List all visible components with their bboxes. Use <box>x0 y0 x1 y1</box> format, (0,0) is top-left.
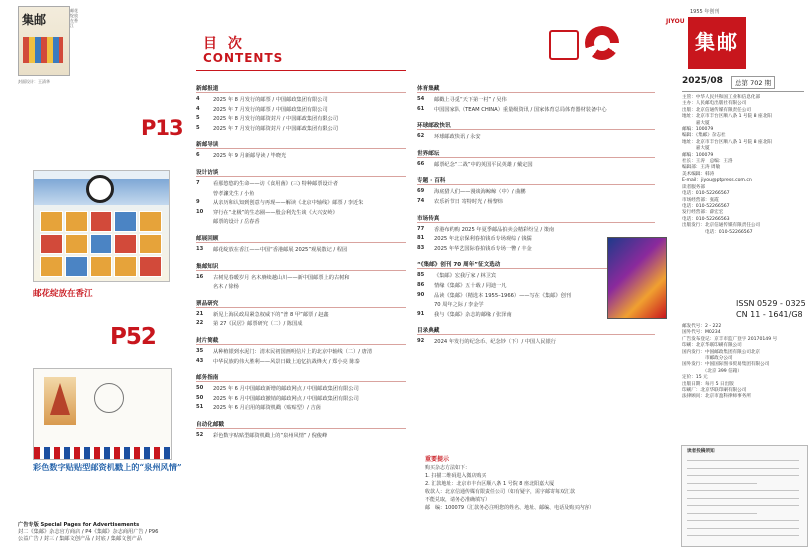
toc-entry[interactable] <box>417 292 571 299</box>
issn: ISSN 0529 - 0325 <box>736 299 806 308</box>
distribution-info-line: 国内发行：中国邮政集团有限公司北京 <box>682 349 761 355</box>
toc-entry-title: 海底猎人们——漫谈海鲸鲸（中）/ 曲鹏 <box>434 189 526 196</box>
publisher-info-line: 发行经营部：薛宏宏 <box>682 210 724 216</box>
toc-entry-title: 情缘《集邮》五十载 / 同迪一凡 <box>434 283 507 289</box>
toc-entry-title: 彩色数字贴贴型邮资机戳上的“泉州风情” / 倪俊峰 <box>213 433 328 439</box>
toc-section-heading: 新邮导读 <box>196 142 219 149</box>
toc-entry-title: 从种植银到水泥门：清末民初国画明信片上的北京中轴线（二）/ 唐清 <box>213 349 373 355</box>
toc-entry[interactable] <box>196 199 363 206</box>
publisher-info-line: 美术编辑：韩涛 <box>682 171 715 177</box>
toc-entry-title: 香港布约购 2025 年夏季邮品拍卖会精彩纷呈 / 策南 <box>434 226 555 233</box>
distribution-info-line: （北京 399 信箱） <box>682 368 742 374</box>
panda-illustration <box>86 175 114 203</box>
distribution-info-line: 广告发布登记：京丰市监广登字 20170149 号 <box>682 336 778 342</box>
toc-entry[interactable] <box>196 218 260 225</box>
order-line: 不能兑取，请务必准确填写） <box>425 497 491 503</box>
notes-text-line <box>687 535 799 536</box>
ads-section <box>18 522 183 543</box>
toc-entry[interactable] <box>196 358 360 365</box>
notes-text-line <box>687 528 799 529</box>
toc-entry[interactable] <box>196 311 329 318</box>
toc-entry-title: 2025 年 9 月新邮导读 / 毕晓光 <box>213 153 287 160</box>
toc-section-heading: 新邮报道 <box>196 86 219 92</box>
section-rule <box>196 176 406 177</box>
distribution-info-line: 国外发行：中国国际图书贸易集团有限公司 <box>682 362 770 368</box>
toc-entry-title: 2025 年 8 月发行的邮票 / 中国邮政集团有限公司 <box>213 97 328 103</box>
toc-entry[interactable] <box>417 245 532 252</box>
stamp-sheet-image <box>33 170 170 282</box>
section-rule <box>196 428 406 429</box>
image-caption-2: 彩色数字贴贴型邮资机戳上的“泉州风情” <box>33 462 182 472</box>
toc-section-heading: 设计访谈 <box>196 170 219 176</box>
order-line: 购买杂志方法如下： <box>425 465 471 471</box>
notes-text-line <box>687 505 799 506</box>
toc-title: 目 次 <box>203 36 245 52</box>
toc-entry-title: 品读《集邮》（精选本 1955–1966）——写在《集邮》创刊 <box>434 292 571 299</box>
toc-page-number <box>196 283 213 290</box>
toc-entry[interactable] <box>196 395 359 402</box>
section-rule <box>196 307 406 308</box>
toc-page-number: 50 <box>196 385 204 392</box>
publisher-info-line: 主办：人民邮电出版社有限公司 <box>682 101 747 107</box>
section-rule <box>196 344 406 345</box>
toc-entry-title: 邮票的设计 / 岳春香 <box>213 219 260 226</box>
order-heading: 重要提示 <box>425 456 450 463</box>
section-rule <box>417 334 655 335</box>
distribution-info-line: 出版日期：每月 5 日出版 <box>682 381 734 387</box>
toc-section-heading: 体育集藏 <box>417 86 440 92</box>
toc-entry[interactable] <box>196 180 338 187</box>
section-rule <box>417 184 655 185</box>
info-rule <box>682 91 804 92</box>
issue-number: 总第 702 期 <box>731 76 775 89</box>
toc-entry-title: 邮戳上寻觅“天下第一村” / 吴伟 <box>434 97 507 103</box>
notes-text-line <box>687 513 757 514</box>
toc-entry-title: 曾孝濂先生 / 小鱼 <box>213 190 255 197</box>
toc-entry-title: 邮花绽放在香江——中国“香港邮展 2025”观展散记 / 程园 <box>213 247 348 253</box>
toc-entry-title: 2025 年 8 月发行的邮资封片 / 中国邮政集团有限公司 <box>213 116 339 123</box>
toc-entry-title: 2025 年 7 月发行的邮票 / 中国邮政集团有限公司 <box>213 106 328 113</box>
toc-section-heading: 邮展回顾 <box>196 236 219 242</box>
toc-entry-title: 名木 / 徐杨 <box>213 284 239 291</box>
toc-entry-title: 2025 年北京保利春拍钱币专场观综 / 钱儒 <box>434 236 532 243</box>
toc-entry[interactable] <box>196 152 286 159</box>
toc-page-number: 62 <box>417 133 425 140</box>
stamp-grid <box>40 211 162 277</box>
toc-page-number: 6 <box>196 152 200 159</box>
toc-entry-title: 2025 年 6 月启用的邮资机戳（贴贴型）/ 吉茵 <box>213 405 321 412</box>
toc-entry[interactable] <box>196 106 328 113</box>
distribution-info <box>682 324 806 401</box>
section-rule <box>417 129 655 130</box>
publisher-info-line: 邮编：100079 <box>682 152 714 158</box>
distribution-info-line: 市邮政分公司 <box>682 356 733 362</box>
section-rule <box>417 222 655 223</box>
toc-entry[interactable] <box>196 246 347 253</box>
toc-section-heading: 自动化邮戳 <box>196 422 224 428</box>
toc-page-number: 7 <box>196 180 200 186</box>
distribution-info-line: 法律顾问：北京市盈科律师事务所 <box>682 394 751 400</box>
image-caption-1: 邮花绽放在香江 <box>33 289 93 299</box>
founded-label: 1955 年创刊 <box>690 9 720 15</box>
issue-date: 2025/08 <box>682 76 723 86</box>
notes-title: 读者投稿须知 <box>687 449 715 454</box>
publisher-info-line: 嘉大厦 <box>682 120 710 126</box>
section-rule <box>417 92 655 93</box>
toc-entry[interactable] <box>417 161 533 168</box>
toc-page-number <box>196 190 213 197</box>
toc-entry[interactable] <box>196 190 254 197</box>
toc-entry-title: 2025 年 6 月中国邮政新增的邮政网点 / 中国邮政集团有限公司 <box>213 386 359 393</box>
toc-section-heading: 专题 · 百科 <box>417 178 446 185</box>
toc-entry[interactable] <box>196 432 327 439</box>
distribution-info-line: 印刷厂：北京华联印刷有限公司 <box>682 388 747 394</box>
toc-entry[interactable] <box>196 283 239 290</box>
toc-page-number: 16 <box>196 273 204 280</box>
ads-line: 封二《集邮》杂志官方商店 / P4《集邮》杂志商用广告 / P96 <box>18 529 159 535</box>
publisher-info-line: 嘉大厦 <box>682 146 710 152</box>
toc-entry[interactable] <box>196 125 338 132</box>
publisher-info-line: 编辑：《集邮》杂志社 <box>682 133 726 139</box>
toc-page-number: 81 <box>417 235 425 242</box>
section-rule <box>196 92 406 93</box>
toc-page-number: 43 <box>196 357 204 364</box>
toc-page-number: 50 <box>196 394 204 401</box>
toc-page-number: 21 <box>196 310 204 317</box>
toc-entry-title: 看那悠悠的生命——访《食用菌》(三) 特种邮票设计者 <box>213 181 339 187</box>
order-line: 2. 汇款地址：北京市丰台区顺八条 1 号院 8 座北阳嘉大厦 <box>425 481 555 487</box>
reader-notes-box <box>681 445 808 547</box>
toc-entry-title: 邮票纪念“二战”中的英国平民英雄 / 戴定国 <box>434 161 533 168</box>
toc-page-number <box>417 301 434 308</box>
publisher-info-line: 电话：010-52266567 <box>682 191 730 197</box>
publisher-info-line: E-mail：jiyou@ptpress.com.cn <box>682 178 752 184</box>
toc-page-number: 10 <box>196 208 204 215</box>
airmail-stripe <box>34 447 171 459</box>
toc-section-heading: “《集邮》创刊 70 周年”征文选动 <box>417 262 501 269</box>
page-badge-p52[interactable]: P52 <box>110 324 156 350</box>
notes-text-line <box>687 490 799 491</box>
section-rule <box>196 270 406 271</box>
toc-section-heading: 市场传真 <box>417 215 440 222</box>
anniversary-logo <box>585 26 619 60</box>
toc-entry[interactable] <box>417 301 484 308</box>
toc-page-number: 86 <box>417 282 425 288</box>
toc-section-heading: 票品研究 <box>196 300 219 307</box>
toc-page-number: 77 <box>417 225 425 232</box>
toc-page-number: 92 <box>417 338 425 345</box>
toc-page-number: 69 <box>417 188 425 195</box>
toc-page-number: 9 <box>196 199 200 206</box>
toc-entry-title: 穿行在“北极”的生态圈——殷会利先生谈《大兴安岭》 <box>213 209 338 216</box>
toc-section-heading: 邮务指南 <box>196 375 219 382</box>
toc-entry-title: 70 周年之际 / 李金学 <box>434 302 484 309</box>
toc-section-heading: 封片简截 <box>196 338 219 344</box>
distribution-info-line: 定价：15 元 <box>682 375 708 381</box>
toc-entry[interactable] <box>417 133 481 140</box>
toc-entry-title: 我与《集邮》杂志的邮缘 / 张泽南 <box>434 311 512 318</box>
order-line: 1. 扫描二维码进入微店购买 <box>425 473 487 479</box>
distribution-info-line: 印刷：北京华联印刷有限公司 <box>682 343 742 349</box>
publisher-info-line: 电话：010-52266567 <box>682 203 730 209</box>
jiyou-vertical-label: JIYOU <box>666 18 685 25</box>
title-rule <box>196 70 406 71</box>
toc-section-heading: 目录典藏 <box>417 328 440 335</box>
toc-entry[interactable] <box>417 226 554 233</box>
masthead-logo: 集邮 <box>688 17 746 69</box>
toc-page-number: 5 <box>196 115 200 122</box>
toc-entry[interactable] <box>417 272 496 279</box>
notes-text-line <box>687 460 799 461</box>
section-rule <box>417 157 655 158</box>
section-rule <box>196 242 406 243</box>
publisher-info-line: 主管：中华人民共和国工业和信息化部 <box>682 95 761 100</box>
pagoda-illustration <box>50 383 70 415</box>
publisher-info-line: 电话：010-52266563 <box>682 216 730 222</box>
toc-entry-title: 古树见春暖岁月 名木赓续越山川——新中国邮票上的古树和 <box>213 274 350 281</box>
toc-entry-title: 环球邮政快讯 / 永安 <box>434 134 481 141</box>
toc-page-number: 4 <box>196 96 200 102</box>
thumbnail-side-text: 邮花绽放在香江 <box>70 8 78 28</box>
toc-page-number: 4 <box>196 105 200 112</box>
publisher-info-line: 读者服务部 <box>682 184 705 190</box>
toc-entry[interactable] <box>417 188 526 195</box>
publisher-info-line: 地址：北京市丰台区顺八条 1 号院 8 座北阳 <box>682 139 772 145</box>
toc-entry[interactable] <box>417 235 532 242</box>
toc-entry-title: 从亲历和认知到创意与再现——解读《北京中轴线》邮票 / 李近朱 <box>213 200 364 207</box>
ads-title: 广告专版 Special Pages for Advertisements <box>18 522 140 528</box>
toc-entry-title: 第 27《民居》邮票研究（二）/ 陈国成 <box>213 321 303 328</box>
toc-entry-title: 农乐祈节日 寄特时光 / 杨黎炜 <box>434 199 503 205</box>
thumbnail-masthead: 集邮 <box>22 13 47 27</box>
notes-text-line <box>687 520 799 521</box>
toc-entry-title: 2025 年 7 月发行的邮资封片 / 中国邮政集团有限公司 <box>213 125 339 132</box>
toc-page-number: 54 <box>417 96 425 102</box>
publisher-info-line: 出版：北京信通传媒有限责任公司 <box>682 107 751 113</box>
publisher-info-line: 邮编：100079 <box>682 127 714 133</box>
toc-entry[interactable] <box>196 96 328 103</box>
toc-page-number: 85 <box>417 272 425 279</box>
toc-page-number: 52 <box>196 432 204 438</box>
toc-entry-title: 《集邮》宏我厅家 / 林卫宾 <box>434 273 497 280</box>
toc-page-number: 22 <box>196 320 204 327</box>
toc-entry[interactable] <box>417 282 506 289</box>
toc-entry[interactable] <box>417 198 503 205</box>
toc-entry[interactable] <box>417 96 507 103</box>
publisher-info-line: 地址：北京市丰台区顺八条 1 号院 8 座北阳 <box>682 114 772 120</box>
toc-entry[interactable] <box>417 338 556 345</box>
toc-entry-title: 新见上海民政局紧急权威下的“普 8 甲”邮票 / 赵鑫 <box>213 311 329 318</box>
toc-page-number <box>196 218 213 225</box>
notes-text-line <box>687 468 799 469</box>
thumbnail-caption: 封面设计：王清华 <box>18 79 50 84</box>
thumbnail-stamp-image <box>23 37 63 63</box>
toc-section-heading: 集邮知识 <box>196 263 219 270</box>
stamp-painting-image <box>607 237 667 319</box>
ads-line: 公益广告 / 封三 / 集邮文创产品 / 封底 / 集邮文创产品 <box>18 536 142 542</box>
toc-entry[interactable] <box>196 115 338 122</box>
toc-page-number: 66 <box>417 160 425 167</box>
toc-entry-title: 2024 年发行的纪念币、纪念钞（下）/ 中国人民银行 <box>434 339 556 346</box>
notes-text-line <box>687 483 757 484</box>
publisher-info-line: 市场经营部：张霞 <box>682 197 719 203</box>
section-rule <box>196 381 406 382</box>
cn-number: CN 11 - 1641/G8 <box>736 310 803 319</box>
toc-page-number: 90 <box>417 291 425 298</box>
order-line: 邮 编：100079（汇款务必注明您的姓名、地址、邮编、电话及购买内容） <box>425 505 595 511</box>
toc-entry[interactable] <box>196 348 372 355</box>
toc-page-number: 5 <box>196 124 200 131</box>
toc-entry-title: 2025 年华艺国际春拍钱币专场一瞥 / 丰金 <box>434 245 532 252</box>
page-badge-p13[interactable]: P13 <box>141 116 183 140</box>
toc-page-number: 91 <box>417 310 425 317</box>
section-rule <box>196 148 406 149</box>
toc-subtitle: CONTENTS <box>203 51 284 65</box>
toc-page-number: 74 <box>417 198 425 204</box>
publisher-info-line: 社长：王涛 总编：王洛 <box>682 159 733 165</box>
distribution-info-line: 国外代号：M0234 <box>682 330 721 336</box>
toc-page-number: 61 <box>417 105 425 112</box>
publisher-info-line: 编辑部：王涛 周敏 <box>682 165 721 171</box>
toc-entry[interactable] <box>196 385 359 392</box>
toc-entry-title: 中华民族的伟大胜利——风景日戳上追忆抗战烽火 / 郑小亮 陈泰 <box>213 358 360 365</box>
order-info <box>425 456 655 512</box>
toc-entry-title: 中国国家队（TEAM CHINA）重量级资讯 / 国家体育总局体育器材装备中心 <box>434 106 607 113</box>
postal-cover-image <box>33 368 172 460</box>
distribution-info-line: 邮发代号：2 - 222 <box>682 324 722 329</box>
toc-page-number: 35 <box>196 348 204 354</box>
notes-text-line <box>687 475 799 476</box>
publisher-info-line: 出版发行：北京信通传媒有限责任公司 <box>682 223 761 229</box>
toc-entry-title: 2025 年 6 月中国邮政撤销的邮政网点 / 中国邮政集团有限公司 <box>213 395 359 402</box>
toc-page-number: 83 <box>417 244 425 251</box>
toc-entry[interactable] <box>417 106 607 113</box>
notes-text-line <box>687 498 799 499</box>
toc-entry[interactable] <box>417 311 512 318</box>
toc-section-heading: 环球邮政快讯 <box>417 123 451 130</box>
certification-logo <box>549 30 579 60</box>
toc-page-number: 13 <box>196 246 204 252</box>
order-line: 收款人：北京信通传媒有限责任公司（如有疑字，需字邮寄每双汇款 <box>425 489 576 495</box>
toc-page-number: 51 <box>196 404 204 411</box>
toc-entry[interactable] <box>196 404 321 411</box>
publisher-info <box>682 95 806 236</box>
publisher-info-line: 电话：010-52266567 <box>682 229 753 235</box>
cover-thumbnail[interactable] <box>18 6 70 76</box>
toc-entry[interactable] <box>196 274 350 281</box>
toc-entry[interactable] <box>196 209 338 216</box>
postmark-icon <box>94 383 124 413</box>
toc-entry[interactable] <box>196 320 302 327</box>
toc-section-heading: 世界邮坛 <box>417 150 440 157</box>
